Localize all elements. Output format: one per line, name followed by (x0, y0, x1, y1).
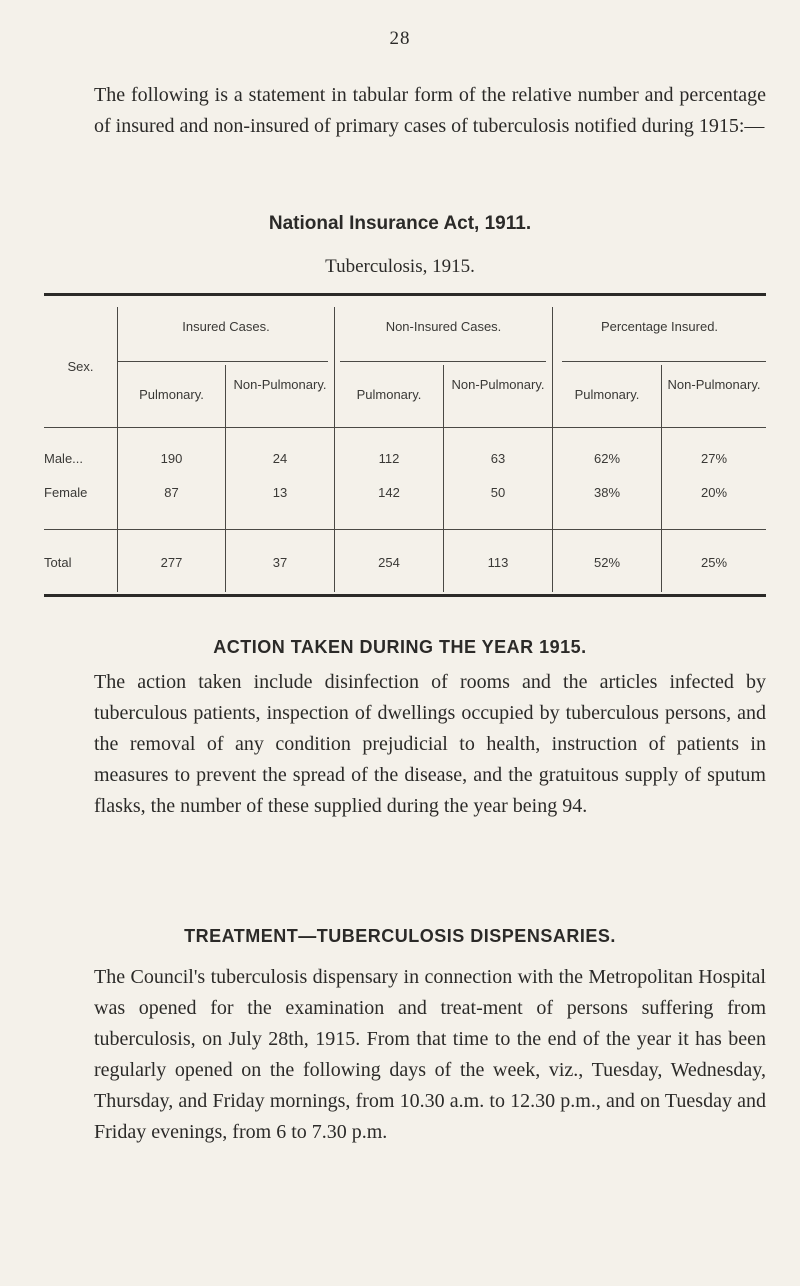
table-cell: 63 (490, 451, 506, 466)
action-paragraph: The action taken include disinfection of rooms and the articles infected by tuberculous patients, inspection of dwellings occupied by tuberculous persons, and the removal of any condition prejudicial to health, instruction of patients in measures to prevent the spread of the disease, and the gratuitous supply of sputum flasks, the number of these supplied during the year being 94. (94, 671, 766, 817)
tuberculosis-table (44, 293, 766, 597)
row-label: Total (44, 555, 72, 570)
table-cell: 62% (593, 451, 621, 466)
table-cell: 190 (160, 451, 183, 466)
group-underline-noninsured (340, 361, 546, 362)
table-cell: 25% (700, 555, 728, 570)
table-cell: 37 (272, 555, 288, 570)
group-header-insured: Insured Cases. (182, 319, 270, 334)
table-cell: 87 (164, 485, 179, 500)
sex-header: Sex. (67, 359, 94, 374)
action-heading: ACTION TAKEN DURING THE YEAR 1915. (213, 637, 587, 657)
table-cell: 112 (378, 451, 400, 466)
table-cell: 13 (272, 485, 288, 500)
col-rule (117, 307, 118, 592)
header-bottom-rule (44, 427, 766, 428)
group-underline-percentage (562, 361, 766, 362)
table-cell: 277 (160, 555, 183, 570)
table-cell: 20% (700, 485, 728, 500)
page-number: 28 (389, 28, 411, 49)
subheader: Pulmonary. (356, 387, 422, 402)
treatment-heading: TREATMENT—TUBERCULOSIS DISPENSARIES. (184, 926, 616, 946)
table-top-rule (44, 293, 766, 296)
table-cell: 24 (272, 451, 288, 466)
total-separator-rule (44, 529, 766, 530)
row-label: Male... (44, 451, 84, 466)
group-header-percentage: Percentage Insured. (600, 319, 719, 334)
subheader: Non-Pulmonary. (451, 377, 545, 392)
table-cell: 113 (487, 555, 509, 570)
row-label: Female (44, 485, 88, 500)
table-cell: 27% (700, 451, 728, 466)
table-cell: 52% (593, 555, 621, 570)
treatment-paragraph: The Council's tuberculosis dispensary in connection with the Metropolitan Hospital was opened for the examination and treat-ment of persons suffering from tuberculosis, on July 28th, 1915. From that time to the end of the year it has been regularly opened on the following days of the week, viz., Tuesday, Wednesday, Thursday, and Friday mornings, from 10.30 a.m. to 12.30 p.m., and on Tuesday and Friday evenings, from 6 to 7.30 p.m. (94, 966, 766, 1143)
table-subtitle: Tuberculosis, 1915. (325, 256, 475, 277)
table-title: National Insurance Act, 1911. (268, 213, 532, 234)
table-bottom-rule (44, 594, 766, 597)
subheader: Pulmonary. (139, 387, 204, 402)
group-underline-insured (118, 361, 328, 362)
subheader: Non-Pulmonary. (667, 377, 761, 392)
table-cell: 50 (490, 485, 506, 500)
intro-paragraph: The following is a statement in tabular form of the relative number and percentage of insured and non-insured of primary cases of tuberculosis notified during 1915:— (94, 84, 766, 137)
subheader: Pulmonary. (574, 387, 640, 402)
table-cell: 254 (378, 555, 400, 570)
subheader: Non-Pulmonary. (233, 377, 327, 392)
table-cell: 142 (378, 485, 400, 500)
col-rule (552, 307, 553, 592)
table-cell: 38% (593, 485, 621, 500)
group-header-noninsured: Non-Insured Cases. (385, 319, 502, 334)
col-rule (334, 307, 335, 592)
